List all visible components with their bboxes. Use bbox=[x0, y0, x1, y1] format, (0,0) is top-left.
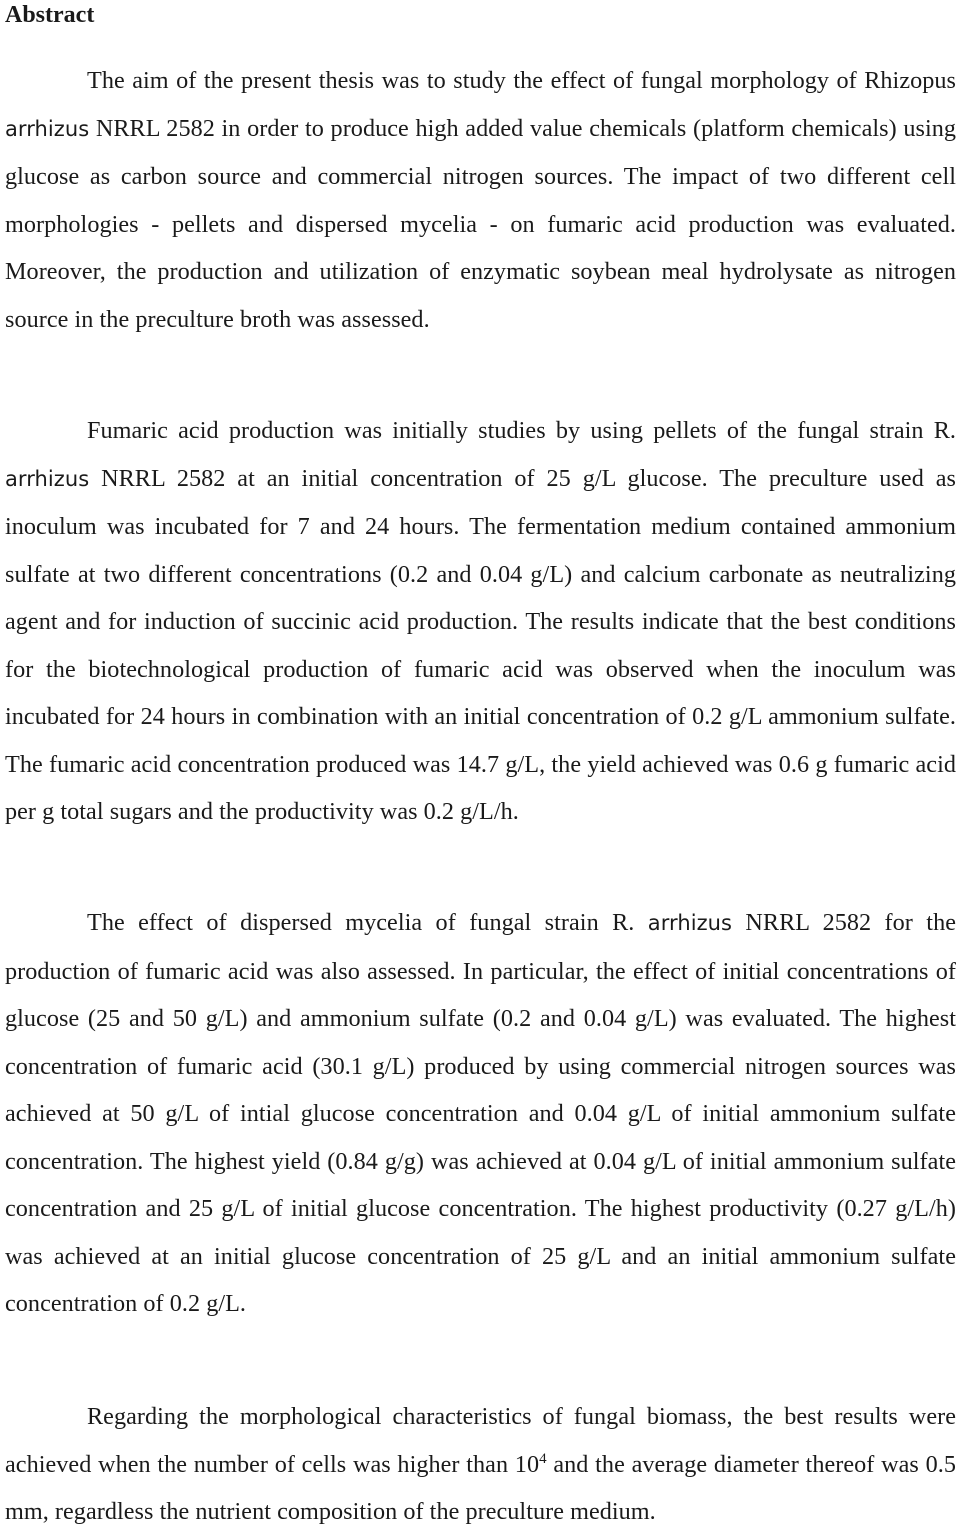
paragraph-1-text-b: NRRL 2582 in order to produce high added value chemicals (platform chemicals) using glucose as carbon source and commercial nitrogen sources. The impact of two different cell morphologies - pellets and dispersed mycelia - on fumaric acid production was evaluated. Moreover, the production and utilization of enzymatic soybean meal hydrolysate as nitrogen source in the preculture broth was assessed. bbox=[5, 114, 956, 333]
paragraph-3-text-b: NRRL 2582 for the production of fumaric acid was also assessed. In particular, the effect of initial concentrations of glucose (25 and 50 g/L) and ammonium sulfate (0.2 and 0.04 g/L) was evaluated. The highest concentration of fumaric acid (30.1 g/L) produced by using commercial nitrogen sources was achieved at 50 g/L of intial glucose concentration and 0.04 g/L of initial ammonium sulfate concentration. The highest yield (0.84 g/g) was achieved at 0.04 g/L of initial ammonium sulfate concentration and 25 g/L of initial glucose concentration. The highest productivity (0.27 g/L/h) was achieved at an initial glucose concentration of 25 g/L and an initial ammonium sulfate concentration of 0.2 g/L. bbox=[5, 909, 956, 1317]
paragraph-4-text-a: Regarding the morphological characteristics of fungal biomass, the best results were achieved when the number of cells was higher than 10 bbox=[5, 1403, 956, 1478]
paragraph-3-text-a: The effect of dispersed mycelia of fungal strain R. bbox=[87, 909, 648, 936]
paragraph-1-text-a: The aim of the present thesis was to study the effect of fungal morphology of Rhizopus bbox=[87, 67, 956, 94]
species-name: arrhizus bbox=[5, 466, 90, 491]
species-name: arrhizus bbox=[5, 116, 90, 141]
species-name: arrhizus bbox=[647, 911, 732, 935]
exponent: 4 bbox=[539, 1450, 547, 1467]
paragraph-2-text-b: NRRL 2582 at an initial concentration of 25 g/L glucose. The preculture used as inoculum was incubated for 7 and 24 hours. The fermentation medium contained ammonium sulfate at two different concentrations (0.2 and 0.04 g/L) and calcium carbonate as neutralizing agent and for induction of succinic acid production. The results indicate that the best conditions for the biotechnological production of fumaric acid was observed when the inoculum was incubated for 24 hours in combination with an initial concentration of 0.2 g/L ammonium sulfate. The fumaric acid concentration produced was 14.7 g/L, the yield achieved was 0.6 g fumaric acid per g total sugars and the productivity was 0.2 g/L/h. bbox=[5, 464, 956, 825]
paragraph-3 bbox=[5, 899, 956, 1328]
paragraph-4 bbox=[5, 1393, 956, 1536]
abstract-heading: Abstract bbox=[5, 2, 95, 28]
paragraph-1 bbox=[5, 57, 956, 343]
paragraph-2-text-a: Fumaric acid production was initially studies by using pellets of the fungal strain R. bbox=[87, 417, 956, 444]
paragraph-2 bbox=[5, 407, 956, 836]
paragraph-4-text-b: and the average diameter thereof was 0.5 mm, regardless the nutrient composition of the preculture medium. bbox=[5, 1450, 956, 1525]
